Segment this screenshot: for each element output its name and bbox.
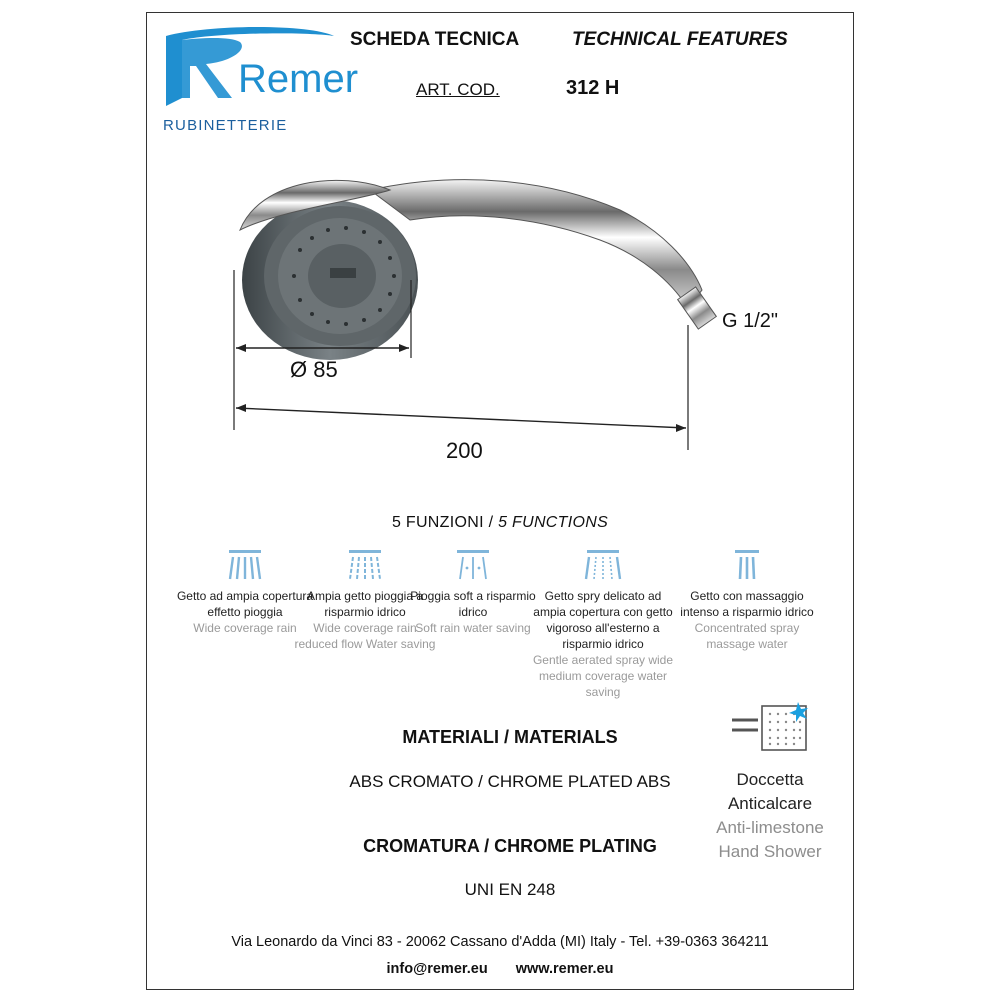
functions-title-sep: /	[483, 514, 499, 531]
materials-value: ABS CROMATO / CHROME PLATED ABS	[349, 772, 671, 791]
article-code: 312 H	[566, 77, 620, 99]
wide-rain-icon	[225, 548, 265, 582]
function-desc-en: Wide coverage rain reduced flow Water saving	[294, 621, 436, 651]
functions-title-en: 5 FUNCTIONS	[498, 514, 609, 531]
company-address: Via Leonardo da Vinci 83 - 20062 Cassano d'Adda (MI) Italy - Tel. +39-0363 364211	[231, 934, 769, 950]
thread-label: G 1/2"	[722, 310, 779, 332]
spray-icon	[583, 548, 623, 582]
function-desc-en: Soft rain water saving	[415, 621, 531, 635]
footer-contacts	[0, 961, 1000, 977]
brand-name: Remer	[238, 57, 359, 101]
massage-icon	[727, 548, 767, 582]
email-link[interactable]: info@remer.eu	[386, 961, 488, 977]
function-item	[398, 548, 548, 636]
materials-heading: MATERIALI / MATERIALS	[402, 727, 618, 747]
function-desc-it: Getto spry delicato ad ampia copertura con getto vigoroso all'esterno a risparmio idrico	[533, 589, 673, 651]
anti-limestone-it-2: Anticalcare	[727, 794, 813, 813]
article-code-label: ART. COD.	[416, 80, 500, 99]
plating-value: UNI EN 248	[464, 880, 556, 899]
function-desc-it: Pioggia soft a risparmio idrico	[410, 589, 536, 619]
remer-logo	[160, 26, 359, 118]
function-desc-it: Getto con massaggio intenso a risparmio idrico	[680, 589, 814, 619]
rain-saving-icon	[345, 548, 385, 582]
diameter-label: Ø 85	[290, 357, 338, 382]
anti-limestone-icon	[730, 700, 814, 756]
functions-title	[0, 514, 1000, 532]
function-desc-it: Ampia getto pioggia a risparmio idrico	[306, 589, 424, 619]
brand-subtitle: RUBINETTERIE	[163, 117, 288, 134]
function-desc-en: Gentle aerated spray wide medium coverage water saving	[532, 653, 674, 699]
anti-limestone-label	[700, 768, 840, 864]
title-english: TECHNICAL FEATURES	[572, 29, 788, 50]
function-item	[528, 548, 678, 700]
plating-heading: CROMATURA / CHROME PLATING	[363, 836, 657, 856]
functions-title-it: 5 FUNZIONI	[391, 514, 484, 531]
anti-limestone-en-1: Anti-limestone	[716, 818, 824, 837]
anti-limestone-en-2: Hand Shower	[718, 842, 822, 861]
website-link[interactable]: www.remer.eu	[515, 961, 614, 977]
title-italian: SCHEDA TECNICA	[350, 29, 520, 50]
function-desc-en: Wide coverage rain	[193, 621, 297, 635]
function-desc-it: Getto ad ampia copertura effetto pioggia	[176, 589, 314, 619]
hand-shower-drawing	[220, 160, 740, 470]
soft-rain-icon	[453, 548, 493, 582]
function-desc-en: Concentrated spray massage water	[694, 621, 800, 651]
anti-limestone-it-1: Doccetta	[736, 770, 804, 789]
function-item	[672, 548, 822, 652]
length-label: 200	[446, 438, 483, 463]
